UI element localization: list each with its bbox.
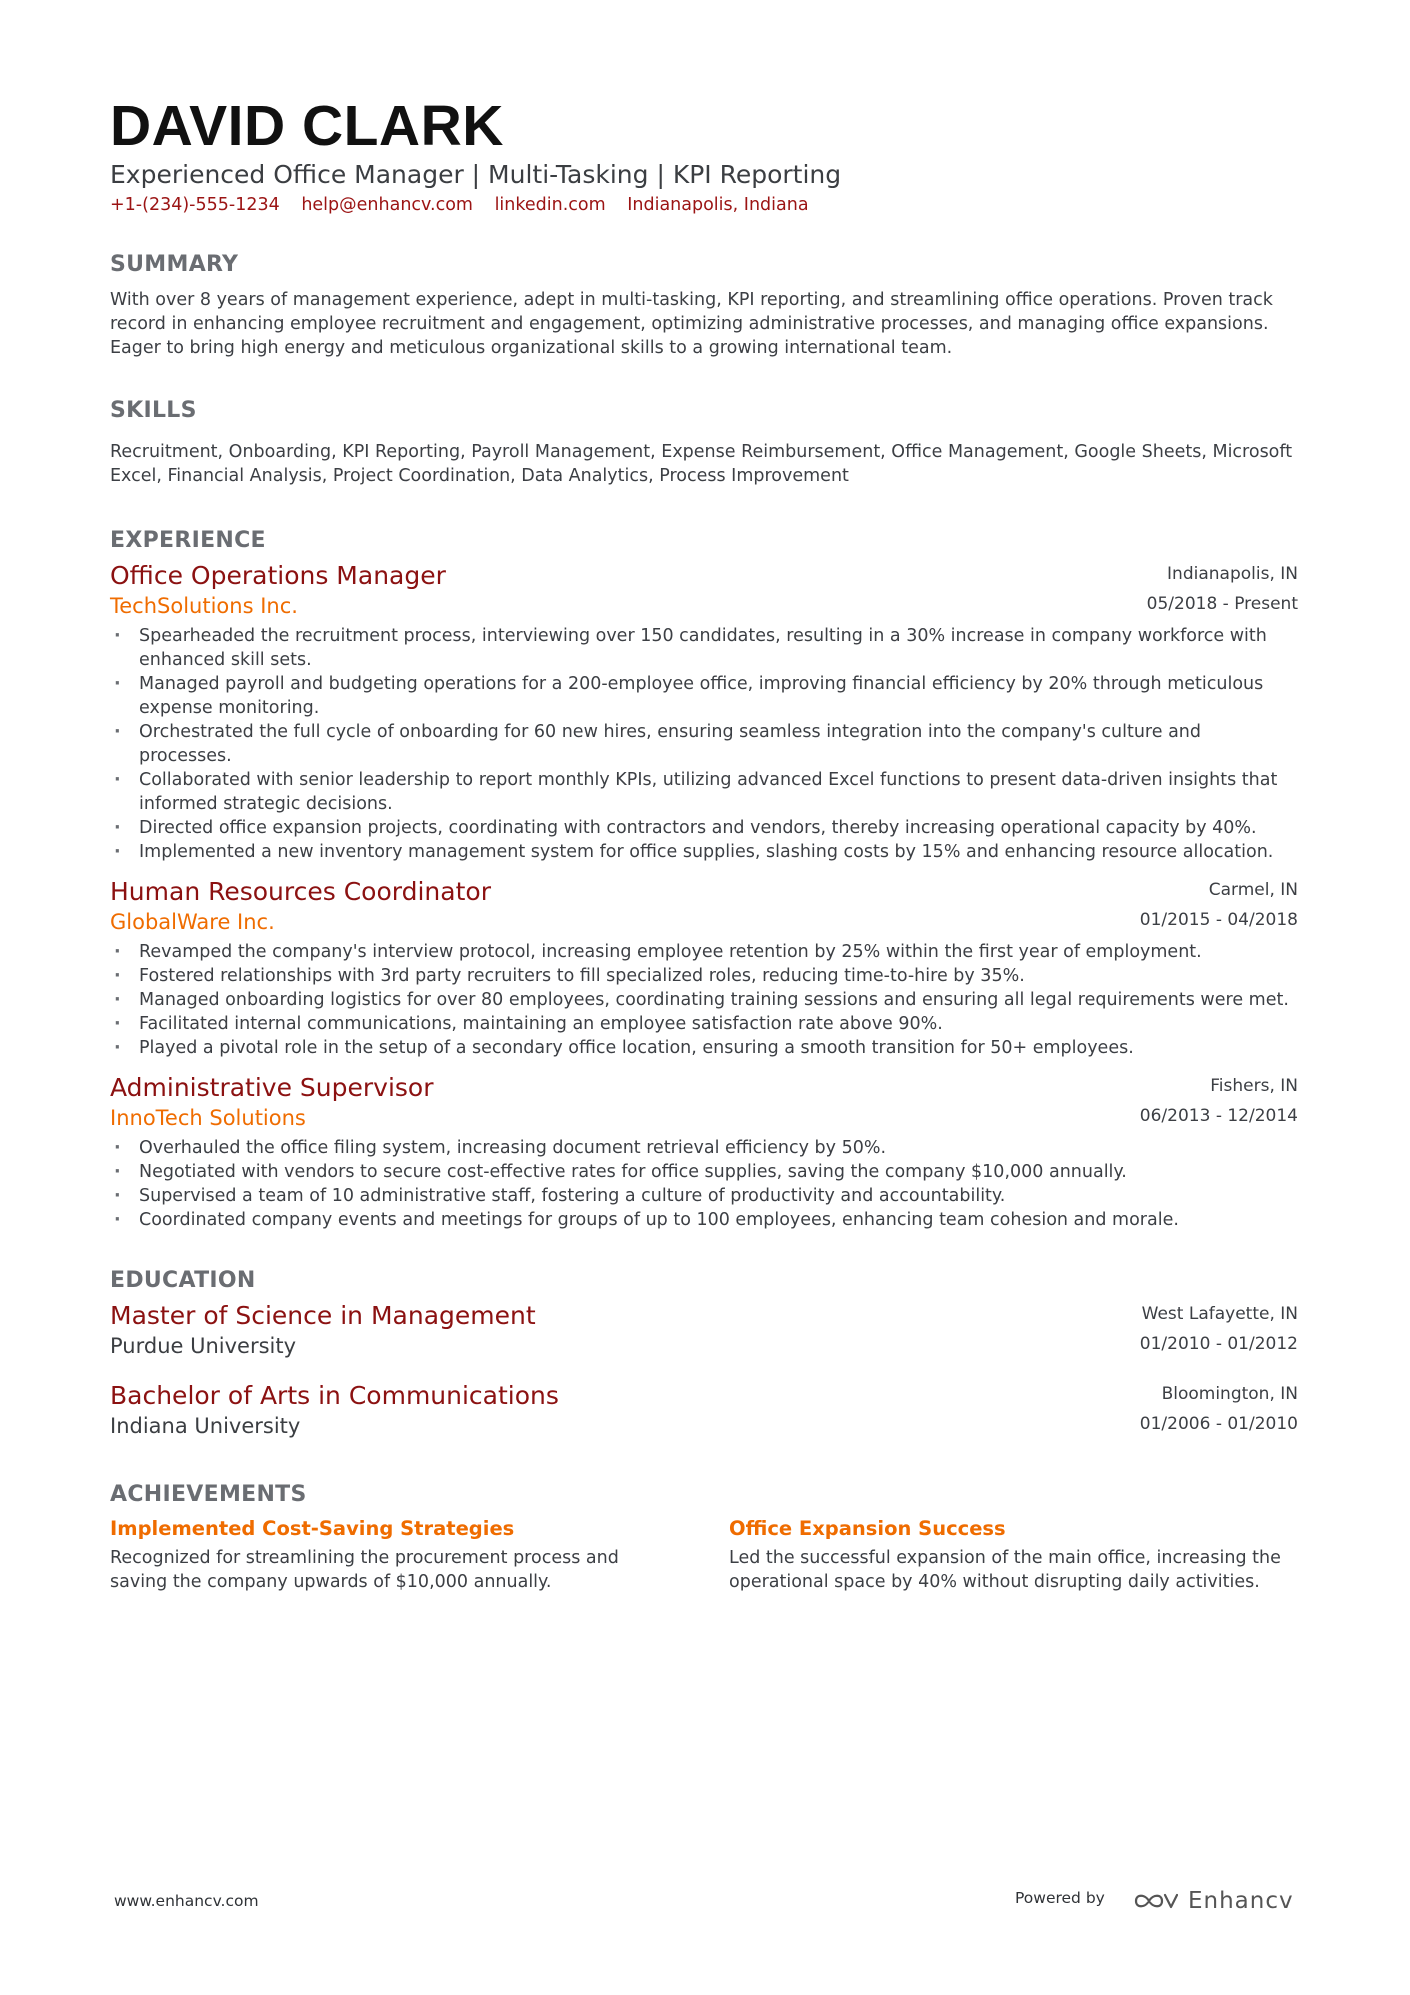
- job-bullets: [110, 624, 1298, 864]
- bullet-item: · Spearheaded the recruitment process, interviewing over 150 candidates, resulting in a 30% increase in company workforce with enhanced skill sets.: [110, 624, 1298, 672]
- bullet-item: · Collaborated with senior leadership to report monthly KPIs, utilizing advanced Excel functions to present data-driven insights that informed strategic decisions.: [110, 768, 1298, 816]
- education-location: Bloomington, IN: [1161, 1384, 1298, 1404]
- job-dates: 01/2015 - 04/2018: [1139, 910, 1298, 930]
- job-title: Office Operations Manager: [110, 561, 446, 590]
- degree-title: Bachelor of Arts in Communications: [110, 1381, 559, 1410]
- achievement-description: Led the successful expansion of the main office, increasing the operational space by 40% without disrupting daily activities.: [729, 1548, 1281, 1592]
- section-title-achievements: ACHIEVEMENTS: [110, 1482, 307, 1507]
- job-entry: [110, 1072, 1298, 1232]
- bullet-item: · Managed payroll and budgeting operations for a 200-employee office, improving financial efficiency by 20% through meticulous expense monitoring.: [110, 672, 1298, 720]
- achievement-title: Office Expansion Success: [729, 1517, 1006, 1540]
- education-entry: [110, 1300, 1298, 1362]
- bullet-item: · Orchestrated the full cycle of onboarding for 60 new hires, ensuring seamless integration into the company's culture and processes.: [110, 720, 1298, 768]
- section-title-experience: EXPERIENCE: [110, 528, 266, 553]
- job-bullets: [110, 1136, 1298, 1232]
- powered-by-text: Powered by: [1015, 1889, 1105, 1907]
- education-dates: 01/2006 - 01/2010: [1139, 1414, 1298, 1434]
- bullet-item: · Fostered relationships with 3rd party recruiters to fill specialized roles, reducing time-to-hire by 35%.: [110, 964, 1298, 988]
- contact-bar: [110, 192, 1298, 218]
- achievements-section: [110, 1480, 1298, 1634]
- skills-section: [110, 396, 1298, 488]
- enhancv-logo[interactable]: [1132, 1881, 1294, 1921]
- achievement-item: [110, 1514, 670, 1594]
- bullet-item: · Played a pivotal role in the setup of a secondary office location, ensuring a smooth transition for 50+ employees.: [110, 1036, 1298, 1060]
- job-bullets: [110, 940, 1298, 1060]
- bullet-item: · Revamped the company's interview protocol, increasing employee retention by 25% within the first year of employment.: [110, 940, 1298, 964]
- headline: Experienced Office Manager | Multi-Tasking | KPI Reporting: [110, 160, 842, 189]
- summary-text: With over 8 years of management experience, adept in multi-tasking, KPI reporting, and streamlining office operations. Proven track record in enhancing employee recruitment and engagement, optimizing administrative processes, and managing office expansions. Eager to bring high energy and meticulous organizational skills to a growing international team.: [110, 290, 1273, 358]
- bullet-item: · Implemented a new inventory management system for office supplies, slashing costs by 15% and enhancing resource allocation.: [110, 840, 1298, 864]
- section-title-summary: SUMMARY: [110, 252, 239, 277]
- bullet-item: · Directed office expansion projects, coordinating with contractors and vendors, thereby increasing operational capacity by 40%.: [110, 816, 1298, 840]
- bullet-item: · Supervised a team of 10 administrative staff, fostering a culture of productivity and accountability.: [110, 1184, 1298, 1208]
- education-dates: 01/2010 - 01/2012: [1139, 1334, 1298, 1354]
- school-name: Purdue University: [110, 1334, 297, 1358]
- job-dates: 06/2013 - 12/2014: [1139, 1106, 1298, 1126]
- degree-title: Master of Science in Management: [110, 1301, 536, 1330]
- school-name: Indiana University: [110, 1414, 301, 1438]
- section-title-skills: SKILLS: [110, 398, 197, 423]
- bullet-item: · Negotiated with vendors to secure cost-effective rates for office supplies, saving the company $10,000 annually.: [110, 1160, 1298, 1184]
- linkedin-link[interactable]: linkedin.com: [494, 195, 606, 215]
- bullet-item: · Overhauled the office filing system, increasing document retrieval efficiency by 50%.: [110, 1136, 1298, 1160]
- bullet-item: · Coordinated company events and meetings for groups of up to 100 employees, enhancing team cohesion and morale.: [110, 1208, 1298, 1232]
- section-title-education: EDUCATION: [110, 1268, 256, 1293]
- job-entry: [110, 876, 1298, 1060]
- location-text: Indianapolis, Indiana: [627, 195, 809, 215]
- experience-section: [110, 526, 1298, 1232]
- summary-section: [110, 250, 1298, 360]
- job-title: Administrative Supervisor: [110, 1073, 434, 1102]
- education-entry: [110, 1380, 1298, 1442]
- enhancv-logo-icon: [1132, 1889, 1178, 1913]
- job-title: Human Resources Coordinator: [110, 877, 491, 906]
- achievement-title: Implemented Cost-Saving Strategies: [110, 1517, 515, 1540]
- footer-website-link[interactable]: www.enhancv.com: [114, 1892, 259, 1910]
- skills-list: Recruitment, Onboarding, KPI Reporting, Payroll Management, Expense Reimbursement, Office Management, Google Sheets, Microsoft Excel, Financial Analysis, Project Coordination, Data Analytics, Process Improvement: [110, 442, 1293, 486]
- job-company: TechSolutions Inc.: [110, 594, 298, 618]
- education-section: [110, 1266, 1298, 1442]
- achievement-description: Recognized for streamlining the procurement process and saving the company upwards of $10,000 annually.: [110, 1548, 619, 1592]
- job-company: InnoTech Solutions: [110, 1106, 306, 1130]
- job-company: GlobalWare Inc.: [110, 910, 275, 934]
- job-location: Indianapolis, IN: [1167, 564, 1298, 584]
- bullet-item: · Managed onboarding logistics for over 80 employees, coordinating training sessions and ensuring all legal requirements were met.: [110, 988, 1298, 1012]
- job-location: Carmel, IN: [1208, 880, 1298, 900]
- brand-name: Enhancv: [1188, 1888, 1294, 1914]
- job-dates: 05/2018 - Present: [1146, 594, 1298, 614]
- job-entry: [110, 560, 1298, 864]
- email-link[interactable]: help@enhancv.com: [301, 195, 473, 215]
- bullet-item: · Facilitated internal communications, maintaining an employee satisfaction rate above 90%.: [110, 1012, 1298, 1036]
- job-location: Fishers, IN: [1210, 1076, 1298, 1096]
- candidate-name: DAVID CLARK: [110, 94, 504, 158]
- education-location: West Lafayette, IN: [1141, 1304, 1298, 1324]
- phone-link[interactable]: +1-(234)-555-1234: [110, 195, 280, 215]
- achievement-item: [729, 1514, 1289, 1594]
